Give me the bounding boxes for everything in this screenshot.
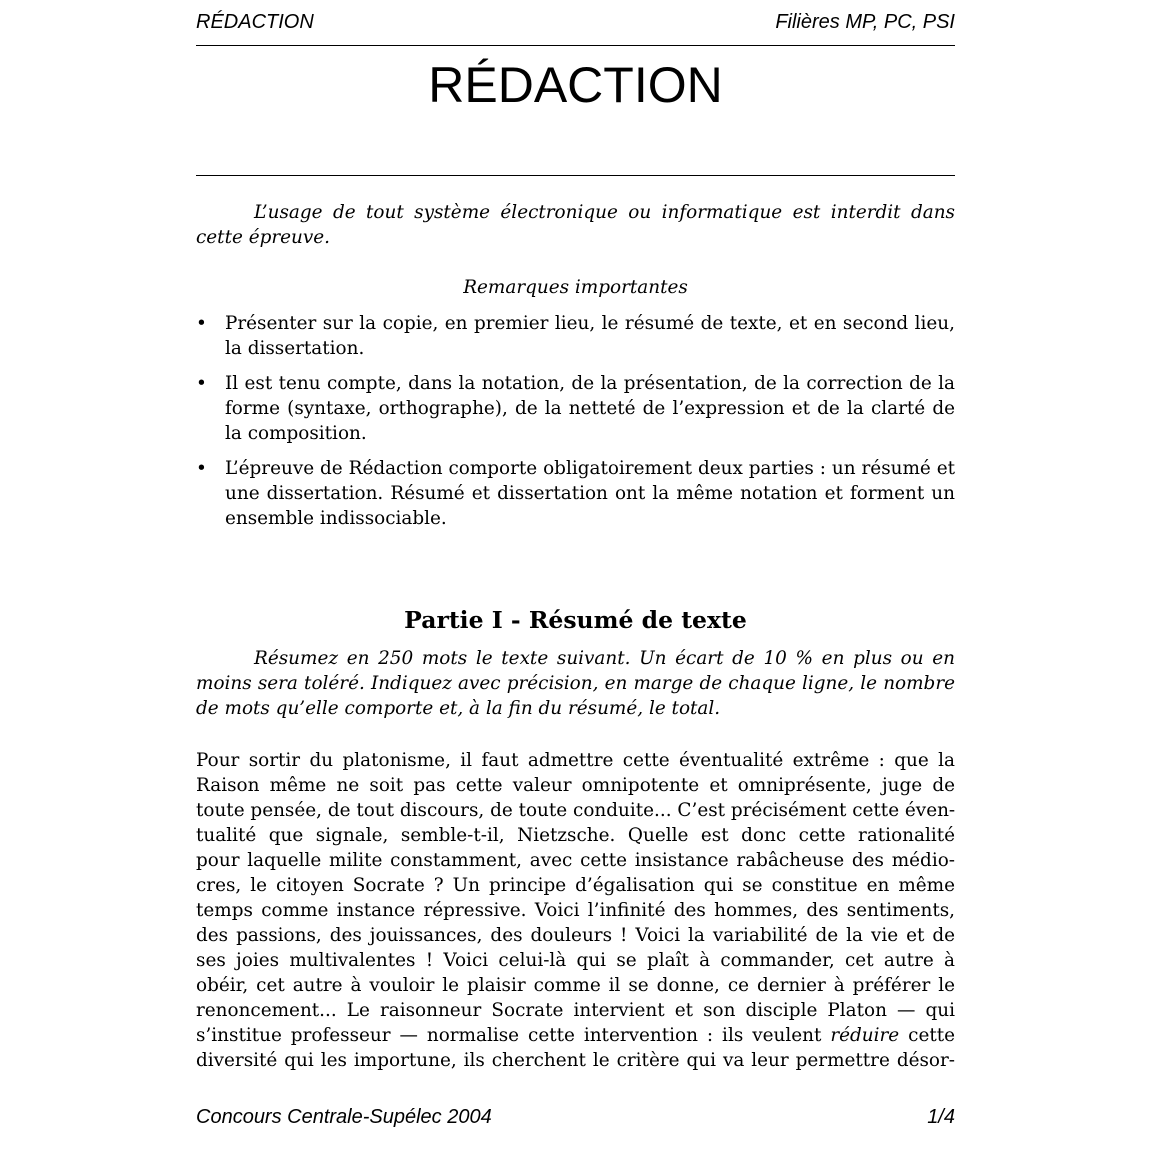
header-streams: Filières MP, PC, PSI — [775, 11, 955, 33]
passage-line: toute pensée, de tout discours, de toute conduite... C’est précisément cette éven- — [196, 800, 956, 821]
passage-fragment: cette — [899, 1025, 956, 1046]
passage-line: cres, le citoyen Socrate ? Un principe d’égalisation qui se constitue en même — [196, 875, 955, 896]
page-title: RÉDACTION — [428, 57, 723, 113]
bullet-icon: • — [196, 373, 207, 394]
remark-text: Présenter sur la copie, en premier lieu, le résumé de texte, et en second lieu, la dissertation. — [225, 313, 955, 359]
passage-line: des passions, des jouissances, des douleurs ! Voici la variabilité de la vie et de — [196, 925, 955, 946]
title-rule — [196, 175, 955, 176]
passage-line: obéir, cet autre à vouloir le plaisir comme il se donne, ce dernier à préférer le — [196, 975, 955, 996]
remarks-heading: Remarques importantes — [463, 277, 688, 298]
remark-item — [196, 311, 955, 361]
remark-item — [196, 456, 955, 531]
passage-line: Raison même ne soit pas cette valeur omnipotente et omniprésente, juge de — [196, 775, 955, 796]
running-header — [196, 11, 955, 37]
passage-line — [196, 1023, 955, 1048]
passage-line: pour laquelle milite constamment, avec cette insistance rabâcheuse des médio- — [196, 850, 955, 871]
remark-item — [196, 371, 955, 446]
page-number: 1/4 — [927, 1106, 955, 1128]
emphasized-word: réduire — [830, 1025, 900, 1046]
summary-instructions: Résumez en 250 mots le texte suivant. Un écart de 10 % en plus ou en moins sera toléré. Indiquez avec précision, en marge de chaque ligne, le nombre de mots qu’elle comporte et, à la fin du résumé, le total. — [196, 648, 955, 719]
passage-line: temps comme instance répressive. Voici l’infinité des hommes, des sentiments, — [196, 900, 955, 921]
footer-competition: Concours Centrale-Supélec 2004 — [196, 1106, 492, 1128]
part1-title: Partie I - Résumé de texte — [404, 606, 747, 634]
exam-page — [196, 0, 955, 1152]
source-passage — [196, 748, 955, 1073]
header-subject: RÉDACTION — [196, 11, 314, 33]
passage-line: diversité qui les importune, ils cherchent le critère qui va leur permettre désor- — [196, 1050, 955, 1071]
header-rule — [196, 45, 955, 46]
passage-line: renoncement... Le raisonneur Socrate intervient et son disciple Platon — qui — [196, 1000, 955, 1021]
passage-line: tualité que signale, semble-t-il, Nietzsche. Quelle est donc cette rationalité — [196, 825, 955, 846]
remark-text: Il est tenu compte, dans la notation, de la présentation, de la correction de la forme (syntaxe, orthographe), de la netteté de l’expression et de la clarté de la composition. — [225, 373, 955, 444]
passage-line: Pour sortir du platonisme, il faut admettre cette éventualité extrême : que la — [196, 750, 955, 771]
passage-fragment: s’institue professeur — normalise cette intervention : ils veulent — [196, 1025, 831, 1046]
remark-text: L’épreuve de Rédaction comporte obligatoirement deux parties : un résumé et une dissertation. Résumé et dissertation ont la même notation et forment un ensemble indissociable. — [225, 458, 955, 529]
remarks-list — [196, 311, 955, 541]
passage-line: ses joies multivalentes ! Voici celui-là qui se plaît à commander, cet autre à — [196, 950, 955, 971]
electronics-notice: L’usage de tout système électronique ou informatique est interdit dans cette épreuve. — [196, 202, 955, 248]
bullet-icon: • — [196, 313, 207, 334]
bullet-icon: • — [196, 458, 207, 479]
